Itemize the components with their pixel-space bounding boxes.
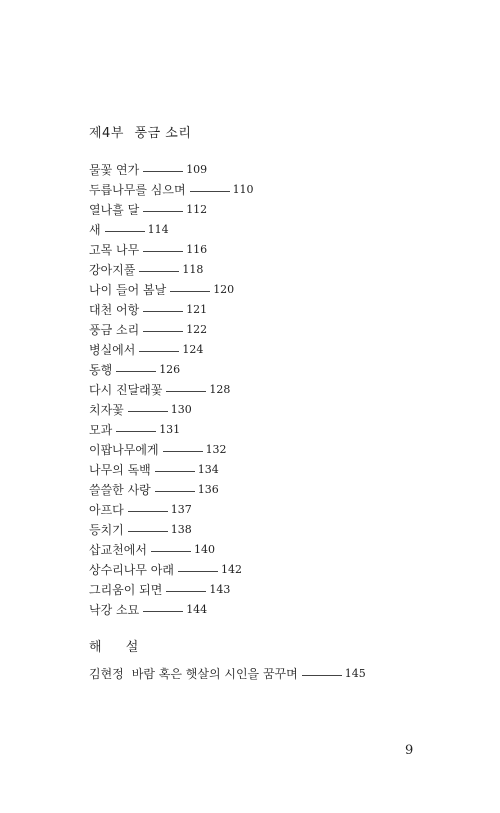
toc-entry[interactable]: [89, 600, 254, 620]
dot-leader: [116, 431, 156, 432]
toc-entry[interactable]: [89, 500, 254, 520]
toc-entry-title: 병실에서: [89, 343, 136, 357]
dot-leader: [143, 611, 183, 612]
toc-entry-page: 126: [159, 363, 181, 376]
toc-entry-page: 136: [197, 483, 219, 496]
toc-entry-page: 110: [232, 183, 254, 196]
toc-entry-page: 120: [213, 283, 235, 296]
page-number: 9: [405, 743, 414, 758]
toc-entry-page: 144: [186, 603, 208, 616]
dot-leader: [143, 311, 183, 312]
part-heading: [89, 122, 191, 141]
toc-entry[interactable]: [89, 440, 254, 460]
toc-entry-page: 109: [186, 163, 208, 176]
dot-leader: [302, 675, 342, 676]
toc-entry-page: 143: [209, 583, 231, 596]
toc-entry-page: 114: [147, 223, 169, 236]
dot-leader: [166, 591, 206, 592]
toc-entry[interactable]: [89, 580, 254, 600]
part-number: 제4부: [89, 126, 124, 141]
toc-entry[interactable]: [89, 560, 254, 580]
dot-leader: [143, 211, 183, 212]
toc-entry-page: 122: [186, 323, 208, 336]
toc-entry[interactable]: [89, 180, 254, 200]
toc-entry[interactable]: [89, 220, 254, 240]
toc-entry[interactable]: [89, 240, 254, 260]
toc-entry-title: 나무의 독백: [89, 463, 151, 477]
toc-entry-title: 동행: [89, 363, 113, 377]
toc-entry-title: 등치기: [89, 523, 124, 537]
commentary-heading: 해 설: [89, 640, 149, 655]
dot-leader: [105, 231, 145, 232]
toc-entry-page: 128: [209, 383, 231, 396]
toc-entry[interactable]: [89, 160, 254, 180]
toc-entry[interactable]: [89, 540, 254, 560]
toc-entry-page: 132: [205, 443, 227, 456]
toc-entry-title: 열나흘 달: [89, 203, 140, 217]
dot-leader: [128, 531, 168, 532]
dot-leader: [143, 171, 183, 172]
toc-entry-page: 112: [186, 203, 208, 216]
toc-entry-page: 142: [220, 563, 242, 576]
dot-leader: [151, 551, 191, 552]
toc-entry[interactable]: [89, 400, 254, 420]
commentary-entry[interactable]: [89, 664, 366, 684]
toc-entry-page: 124: [182, 343, 204, 356]
toc-entry-title: 대천 어항: [89, 303, 140, 317]
dot-leader: [116, 371, 156, 372]
toc-entry-page: 130: [170, 403, 192, 416]
toc-entry[interactable]: [89, 280, 254, 300]
toc-entry-title: 이팝나무에게: [89, 443, 159, 457]
toc-entry[interactable]: [89, 320, 254, 340]
toc-entry-title: 상수리나무 아래: [89, 563, 174, 577]
toc-entry[interactable]: [89, 360, 254, 380]
toc-entry-title: 강아지풀: [89, 263, 136, 277]
dot-leader: [170, 291, 210, 292]
toc-entry[interactable]: [89, 420, 254, 440]
toc-entry-title: 다시 진달래꽃: [89, 383, 163, 397]
dot-leader: [190, 191, 230, 192]
toc-entry-page: 138: [170, 523, 192, 536]
toc-entry[interactable]: [89, 480, 254, 500]
dot-leader: [143, 251, 183, 252]
toc-entry-page: 137: [170, 503, 192, 516]
dot-leader: [163, 451, 203, 452]
toc-entry-title: 풍금 소리: [89, 323, 140, 337]
toc-entry-page: 121: [186, 303, 208, 316]
dot-leader: [143, 331, 183, 332]
toc-entry-title: 그리움이 되면: [89, 583, 163, 597]
toc-entry-title: 두릅나무를 심으며: [89, 183, 186, 197]
toc-entry-title: 나이 들어 봄날: [89, 283, 167, 297]
toc-list: [89, 160, 254, 620]
dot-leader: [139, 271, 179, 272]
toc-entry-title: 쓸쓸한 사랑: [89, 483, 151, 497]
part-title: 풍금 소리: [134, 126, 192, 141]
toc-entry-page: 131: [159, 423, 181, 436]
dot-leader: [128, 411, 168, 412]
commentary-title: 바람 혹은 햇살의 시인을 꿈꾸며: [131, 667, 298, 681]
toc-entry[interactable]: [89, 340, 254, 360]
toc-entry[interactable]: [89, 380, 254, 400]
toc-entry-title: 치자꽃: [89, 403, 124, 417]
toc-entry-title: 새: [89, 223, 101, 237]
toc-entry-title: 물꽃 연가: [89, 163, 140, 177]
toc-entry-page: 118: [182, 263, 204, 276]
dot-leader: [166, 391, 206, 392]
toc-entry[interactable]: [89, 460, 254, 480]
toc-entry-title: 모과: [89, 423, 113, 437]
toc-entry-page: 134: [197, 463, 219, 476]
dot-leader: [155, 491, 195, 492]
toc-entry[interactable]: [89, 200, 254, 220]
dot-leader: [178, 571, 218, 572]
toc-entry-title: 삽교천에서: [89, 543, 147, 557]
toc-entry[interactable]: [89, 520, 254, 540]
dot-leader: [128, 511, 168, 512]
toc-entry-page: 116: [186, 243, 208, 256]
commentary-page: 145: [344, 667, 366, 680]
dot-leader: [139, 351, 179, 352]
toc-entry-title: 낙강 소묘: [89, 603, 140, 617]
commentary-author: 김현정: [89, 667, 124, 681]
toc-entry-page: 140: [193, 543, 215, 556]
toc-entry[interactable]: [89, 300, 254, 320]
dot-leader: [155, 471, 195, 472]
toc-entry-title: 고목 나무: [89, 243, 140, 257]
toc-entry[interactable]: [89, 260, 254, 280]
toc-entry-title: 아프다: [89, 503, 124, 517]
